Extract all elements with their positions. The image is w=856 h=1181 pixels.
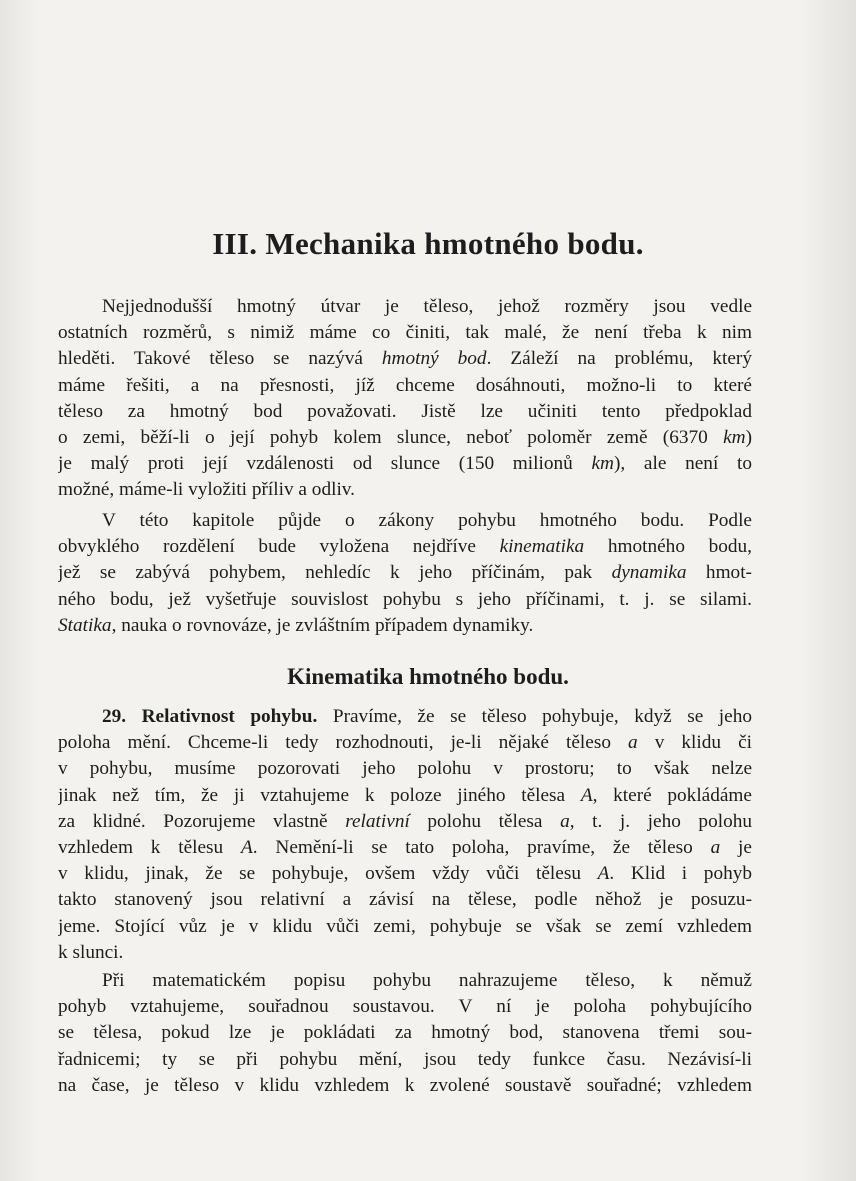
text-line xyxy=(58,425,752,451)
text-run: jež se zabývá pohybem, nehledíc k jeho příčinám, pak xyxy=(58,562,612,584)
italic-term: Statika xyxy=(58,614,112,636)
text-line: ostatních rozměrů, s nimiž máme co činiti, tak malé, že není třeba k nim xyxy=(58,322,752,344)
text-run: v klidu či xyxy=(637,732,752,754)
text-line: k slunci. xyxy=(58,941,124,963)
italic-variable: a xyxy=(560,810,570,832)
italic-variable: a xyxy=(710,837,721,859)
text-line: V této kapitole půjde o zákony pohybu hmotného bodu. Podle xyxy=(102,510,752,531)
text-line xyxy=(58,534,752,560)
text-run: Pravíme, že se těleso pohybuje, když se jeho xyxy=(317,706,752,727)
text-line: ného bodu, jež vyšetřuje souvislost pohybu s jeho příčinami, t. j. se silami. xyxy=(58,588,752,610)
text-line: možné, máme-li vyložiti příliv a odliv. xyxy=(58,479,356,501)
text-line xyxy=(58,560,752,586)
italic-term: dynamika xyxy=(611,562,687,584)
text-run: ), ale není to xyxy=(613,453,752,475)
text-line: na čase, je těleso v klidu vzhledem k zvolené soustavě souřadné; vzhledem xyxy=(58,1074,752,1096)
text-run: je malý proti její vzdálenosti od slunce (150 milionů xyxy=(58,453,592,475)
section-29-paragraph-1 xyxy=(58,704,752,966)
text-line: pohyb vztahujeme, souřadnou soustavou. V ní je poloha pohybujícího xyxy=(58,996,752,1018)
text-line: těleso za hmotný bod považovati. Jistě lze učiniti tento předpoklad xyxy=(58,400,752,422)
italic-term: relativní xyxy=(345,810,410,832)
text-line xyxy=(58,346,752,372)
italic-variable: A xyxy=(580,784,593,806)
text-line xyxy=(58,730,752,756)
text-line: máme řešiti, a na přesnosti, jíž chceme dosáhnouti, možno-li to které xyxy=(58,374,752,396)
text-run: hleděti. Takové těleso se nazývá xyxy=(58,348,382,370)
text-line xyxy=(58,835,752,861)
italic-unit: km xyxy=(723,427,746,449)
text-line xyxy=(58,451,752,477)
text-run: za klidné. Pozorujeme vlastně xyxy=(58,810,346,832)
text-run: poloha mění. Chceme-li tedy rozhodnouti, je-li nějaké těleso xyxy=(58,732,629,754)
intro-paragraph-1 xyxy=(58,294,752,504)
text-run: . Záleží na problému, který xyxy=(486,348,752,370)
text-line: takto stanovený jsou relativní a závisí na tělese, podle něhož je posuzu- xyxy=(58,889,752,911)
text-line: v pohybu, musíme pozorovati jeho polohu v prostoru; to však nelze xyxy=(58,758,752,780)
section-29-paragraph-2 xyxy=(58,968,752,1099)
text-line: jeme. Stojící vůz je v klidu vůči zemi, pohybuje se však se zemí vzhledem xyxy=(58,915,752,937)
text-line: Nejjednodušší hmotný útvar je těleso, jehož rozměry jsou vedle xyxy=(102,296,752,317)
section-title: Kinematika hmotného bodu. xyxy=(287,664,569,689)
text-run: v klidu, jinak, že se pohybuje, ovšem vždy vůči tělesu xyxy=(58,863,598,885)
text-run: . Nemění-li se tato poloha, pravíme, že těleso xyxy=(252,837,711,859)
text-run: o zemi, běží-li o její pohyb kolem slunce, neboť poloměr země (6370 xyxy=(58,427,724,449)
intro-paragraph-2 xyxy=(58,508,752,639)
text-line xyxy=(58,809,752,835)
text-line xyxy=(58,783,752,809)
text-line: Při matematickém popisu pohybu nahrazujeme těleso, k němuž xyxy=(102,970,752,991)
text-line xyxy=(58,613,752,639)
text-run: , které pokládáme xyxy=(592,784,752,806)
italic-unit: km xyxy=(591,453,614,475)
text-run: vzhledem k tělesu xyxy=(58,837,241,859)
text-line: řadnicemi; ty se při pohybu mění, jsou tedy funkce času. Nezávisí-li xyxy=(58,1048,752,1070)
text-line xyxy=(58,861,752,887)
text-run: ) xyxy=(745,427,752,449)
text-run: , nauka o rovnováze, je zvláštním případem dynamiky. xyxy=(111,614,534,636)
text-run: . Klid i pohyb xyxy=(609,863,752,885)
italic-variable: A xyxy=(597,863,610,885)
italic-term: hmotný bod xyxy=(381,348,487,370)
italic-variable: a xyxy=(628,732,638,754)
italic-variable: A xyxy=(241,837,253,859)
text-run: obvyklého rozdělení bude vyložena nejdříve xyxy=(58,536,500,558)
text-run: , t. j. jeho polohu xyxy=(569,810,752,832)
section-heading-inline: 29. Relativnost pohybu. xyxy=(102,706,318,727)
text-run: je xyxy=(720,837,752,859)
text-line xyxy=(58,704,752,730)
chapter-title: III. Mechanika hmotného bodu. xyxy=(212,226,644,261)
text-run: jinak než tím, že ji vztahujeme k poloze jiného tělesa xyxy=(58,784,581,806)
text-line: se tělesa, pokud lze je pokládati za hmotný bod, stanovena třemi sou- xyxy=(58,1022,752,1044)
italic-term: kinematika xyxy=(499,536,585,558)
text-run: hmot- xyxy=(686,562,752,584)
text-run: polohu tělesa xyxy=(409,810,561,832)
text-run: hmotného bodu, xyxy=(584,536,752,558)
